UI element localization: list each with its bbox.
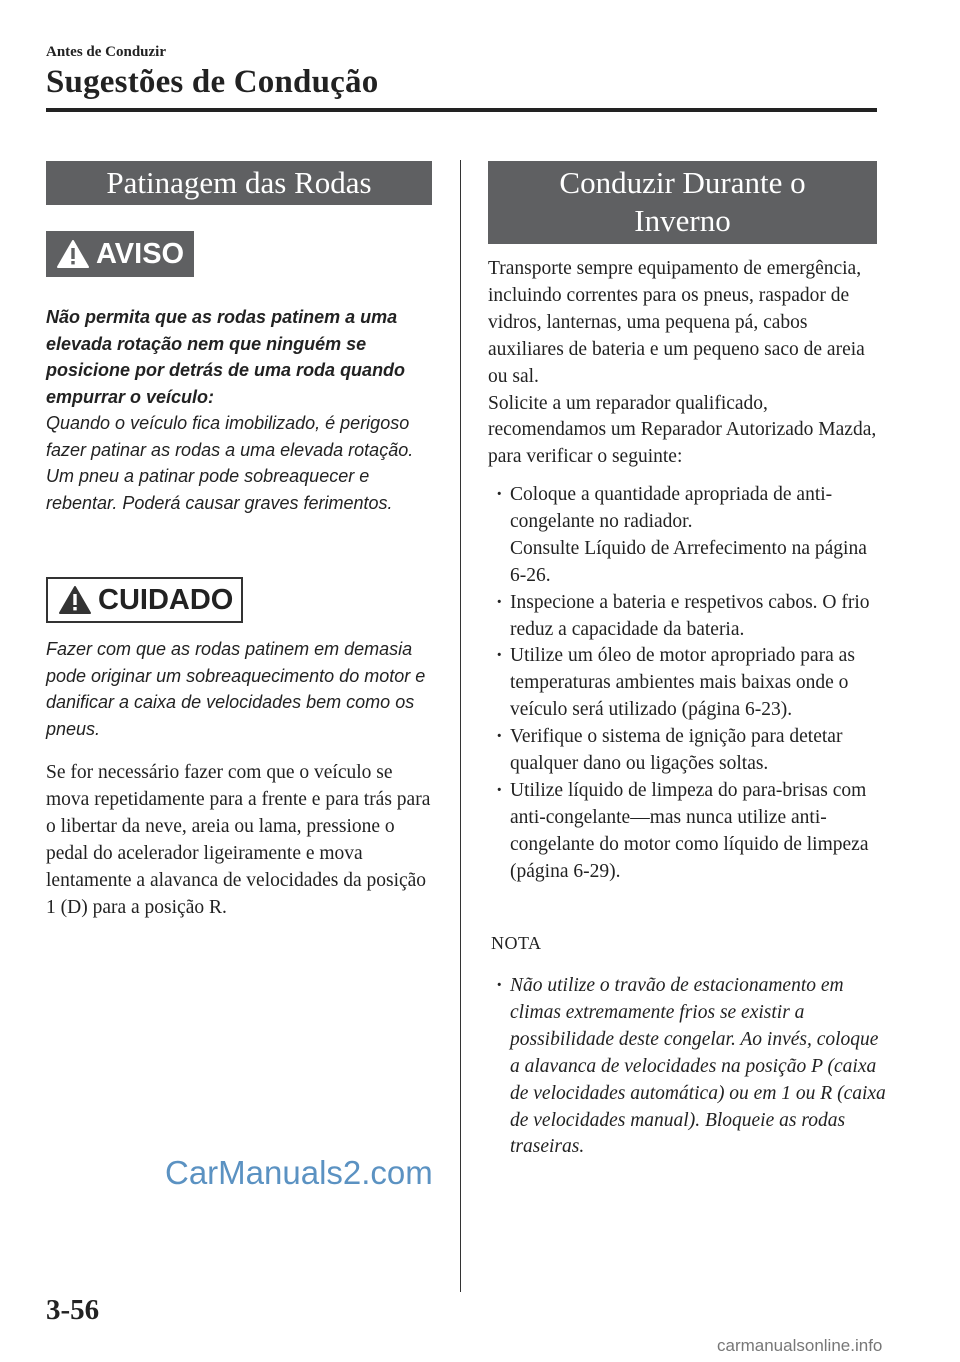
list-item: · Utilize um óleo de motor apropriado para as temperaturas ambientes mais baixas onde o veículo será utilizado (página 6-23). xyxy=(496,643,886,724)
warning-triangle-icon xyxy=(56,239,90,269)
list-item: · Utilize líquido de limpeza do para-brisas com anti-congelante—mas nunca utilize anti-congelante do motor como líquido de limpeza (página 6-29). xyxy=(496,778,886,886)
section-banner-winter-driving xyxy=(488,161,877,244)
cuidado-badge xyxy=(46,577,243,623)
watermark: CarManuals2.com xyxy=(165,1154,433,1191)
section-label: Antes de Conduzir xyxy=(46,44,167,60)
checklist xyxy=(496,482,886,886)
aviso-badge xyxy=(46,231,194,277)
aviso-body-text: Quando o veículo fica imobilizado, é perigoso fazer patinar as rodas a uma elevada rotação. Um pneu a patinar pode sobreaquecer e rebentar. Poderá causar graves ferimentos. xyxy=(46,413,414,513)
column-divider xyxy=(460,160,461,1292)
page-number: 3-56 xyxy=(46,1294,100,1326)
nota-title: NOTA xyxy=(491,933,542,953)
nota-list xyxy=(496,973,886,1161)
section-banner-wheel-spin: Patinagem das Rodas xyxy=(46,161,432,205)
list-item: · Inspecione a bateria e respetivos cabos. O frio reduz a capacidade da bateria. xyxy=(496,590,886,644)
list-item: · Não utilize o travão de estacionamento em climas extremamente frios se existir a possibilidade deste congelar. Ao invés, coloque a alavanca de velocidades na posição P (caixa de velocidades automática) ou em 1 ou R (caixa de velocidades manual). Bloqueie as rodas traseiras. xyxy=(496,973,886,1161)
page-title: Sugestões de Condução xyxy=(46,64,379,100)
aviso-text xyxy=(46,304,436,516)
header-rule xyxy=(46,108,877,112)
warning-triangle-icon xyxy=(58,585,92,615)
list-item: · Verifique o sistema de ignição para detetar qualquer dano ou ligações soltas. xyxy=(496,724,886,778)
cuidado-text: Fazer com que as rodas patinem em demasia pode originar um sobreaquecimento do motor e danificar a caixa de velocidades bem como os pneus. xyxy=(46,639,426,739)
list-item: · Coloque a quantidade apropriada de anti-congelante no radiador. Consulte Líquido de Arrefecimento na página 6-26. xyxy=(496,482,886,590)
aviso-label: AVISO xyxy=(96,237,185,270)
banner-text: Conduzir Durante o Inverno xyxy=(559,165,806,238)
cuidado-label: CUIDADO xyxy=(98,583,234,616)
footer-site: carmanualsonline.info xyxy=(717,1336,883,1355)
right-intro-text: Transporte sempre equipamento de emergência, incluindo correntes para os pneus, raspador de vidros, lanternas, uma pequena pá, cabos auxiliares de bateria e um pequeno saco de areia ou sal. Solicite a um reparador qualificado, recomendamos um Reparador Autorizado Mazda, para verificar o seguinte: xyxy=(488,258,877,468)
left-body-text: Se for necessário fazer com que o veículo se mova repetidamente para a frente e para trás para o libertar da neve, areia ou lama, pressione o pedal do acelerador ligeiramente e mova lentamente a alavanca de velocidades da posição 1 (D) para a posição R. xyxy=(46,762,431,918)
aviso-bold-text: Não permita que as rodas patinem a uma elevada rotação nem que ninguém se posicione por detrás de uma roda quando empurrar o veículo: xyxy=(46,307,406,407)
